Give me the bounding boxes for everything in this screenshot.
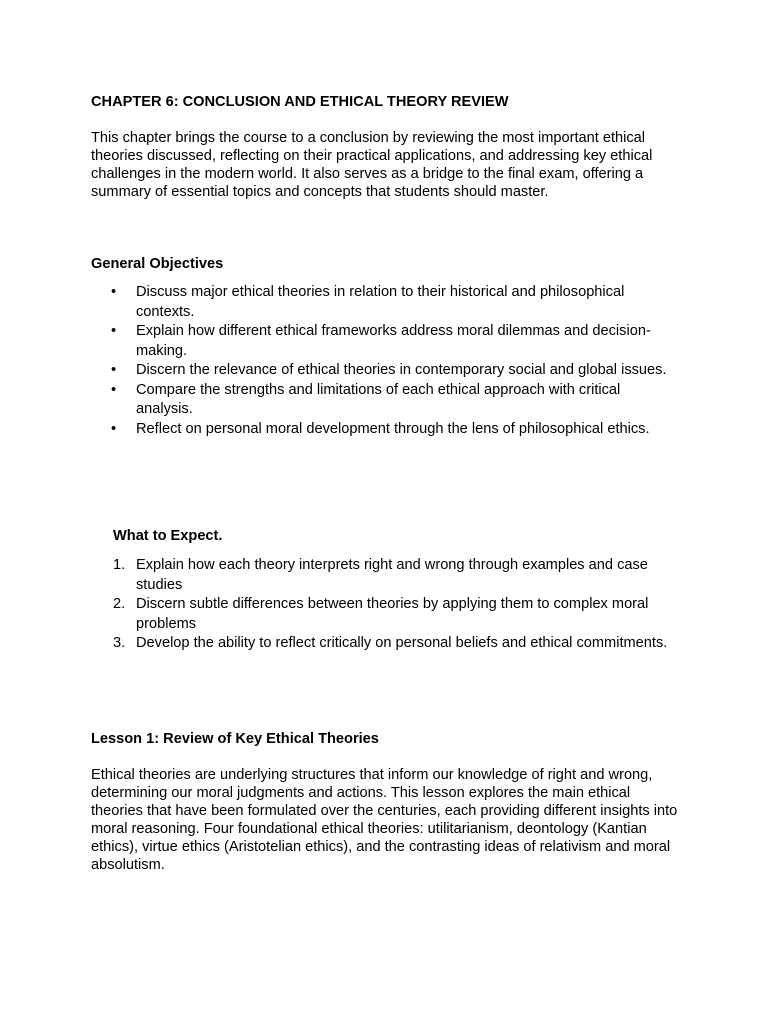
list-number: 2. bbox=[113, 596, 126, 612]
expect-list bbox=[91, 556, 681, 654]
bullet-icon: • bbox=[111, 420, 117, 437]
objective-item: • Compare the strengths and limitations of each ethical approach with critical analysis. bbox=[111, 381, 621, 417]
bullet-icon: • bbox=[111, 381, 117, 398]
objectives-list bbox=[91, 283, 681, 439]
objectives-heading: General Objectives bbox=[91, 256, 224, 272]
list-number: 1. bbox=[113, 557, 126, 573]
objective-item: • Discern the relevance of ethical theories in contemporary social and global issues. bbox=[91, 361, 681, 381]
expect-heading: What to Expect. bbox=[113, 528, 223, 544]
bullet-icon: • bbox=[111, 284, 117, 300]
objective-item: • Discuss major ethical theories in relation to their historical and philosophical contexts. bbox=[111, 284, 625, 320]
chapter-title: CHAPTER 6: CONCLUSION AND ETHICAL THEORY REVIEW bbox=[91, 94, 509, 110]
expect-item: 1. Explain how each theory interprets right and wrong through examples and case studies bbox=[113, 557, 648, 593]
bullet-icon: • bbox=[111, 323, 117, 339]
expect-item: 2. Discern subtle differences between theories by applying them to complex moral problems bbox=[113, 596, 649, 632]
objective-item: • Explain how different ethical frameworks address moral dilemmas and decision-making. bbox=[111, 323, 651, 359]
chapter-intro: This chapter brings the course to a conclusion by reviewing the most important ethical theories discussed, reflecting on their practical applications, and addressing key ethical challenges in the modern world. It also serves as a bridge to the final exam, offering a summary of essential topics and concepts that students should master. bbox=[91, 130, 653, 200]
objective-item: • Reflect on personal moral development through the lens of philosophical ethics. bbox=[91, 420, 681, 440]
bullet-icon: • bbox=[111, 362, 117, 378]
list-number: 3. bbox=[113, 635, 126, 651]
lesson1-heading: Lesson 1: Review of Key Ethical Theories bbox=[91, 731, 379, 747]
expect-item: 3. Develop the ability to reflect critically on personal beliefs and ethical commitments. bbox=[91, 634, 681, 654]
lesson1-body: Ethical theories are underlying structures that inform our knowledge of right and wrong, determining our moral judgments and actions. This lesson explores the main ethical theories that have been formulated over the centuries, each providing different insights into moral reasoning. Four foundational ethical theories: utilitarianism, deontology (Kantian ethics), virtue ethics (Aristotelian ethics), and the contrasting ideas of relativism and moral absolutism. bbox=[91, 767, 678, 873]
